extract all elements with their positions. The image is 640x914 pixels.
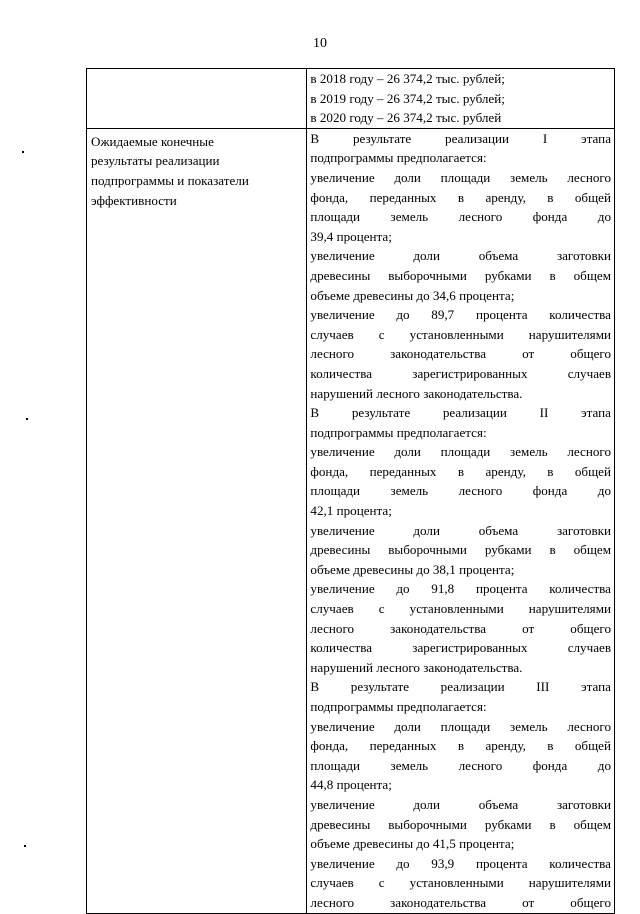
row1-right-text	[307, 69, 614, 128]
text-line: увеличение до 93,9 процента количества	[310, 855, 611, 871]
text-line: В результате реализации II этапа	[310, 405, 611, 421]
row2-right-cell	[307, 128, 615, 913]
scan-speck	[22, 151, 24, 153]
text-line: лесного законодательства от общего	[310, 346, 611, 362]
text-line: фонда, переданных в аренду, в общей	[310, 463, 611, 479]
text-line: объеме древесины до 34,6 процента;	[310, 287, 515, 303]
row2-left-cell	[87, 128, 307, 913]
text-line: подпрограммы предполагается:	[310, 150, 487, 166]
text-line: нарушений лесного законодательства.	[310, 385, 523, 401]
text-line: древесины выборочными рубками в общем	[310, 267, 611, 283]
text-line: подпрограммы предполагается:	[310, 424, 487, 440]
text-line: увеличение доли объема заготовки	[310, 248, 611, 264]
text-line: количества зарегистрированных случаев	[310, 365, 611, 381]
row1-left-text	[87, 69, 306, 72]
text-line: увеличение до 89,7 процента количества	[310, 307, 611, 323]
text-line: древесины выборочными рубками в общем	[310, 816, 611, 832]
scan-speck	[24, 845, 26, 847]
text-line: в 2020 году – 26 374,2 тыс. рублей	[310, 110, 502, 126]
text-line: площади земель лесного фонда до	[310, 483, 611, 499]
text-line: случаев с установленными нарушителями	[310, 875, 611, 891]
text-line: В результате реализации III этапа	[310, 679, 611, 695]
text-line: увеличение доли площади земель лесного	[310, 444, 611, 460]
row1-left-cell	[87, 69, 307, 129]
text-line: увеличение доли объема заготовки	[310, 522, 611, 538]
text-line: лесного законодательства от общего	[310, 894, 611, 910]
text-line: увеличение доли площади земель лесного	[310, 169, 611, 185]
text-line: В результате реализации I этапа	[310, 130, 611, 146]
row2-right-text	[307, 129, 614, 913]
text-line: подпрограммы предполагается:	[310, 699, 487, 714]
text-line: Ожидаемые конечные	[91, 133, 214, 149]
text-line: в 2019 году – 26 374,2 тыс. рублей;	[310, 90, 505, 106]
text-line: 39,4 процента;	[310, 228, 392, 244]
text-line: 44,8 процента;	[310, 777, 392, 793]
text-line: случаев с установленными нарушителями	[310, 326, 611, 342]
text-line: количества зарегистрированных случаев	[310, 640, 611, 656]
row2-left-text	[87, 129, 306, 210]
text-line: увеличение доли площади земель лесного	[310, 718, 611, 734]
text-line: результаты реализации	[91, 153, 220, 169]
text-line: нарушений лесного законодательства.	[310, 659, 523, 675]
table-row-expected-results	[87, 128, 615, 913]
text-line: фонда, переданных в аренду, в общей	[310, 189, 611, 205]
text-line: древесины выборочными рубками в общем	[310, 542, 611, 558]
text-line: случаев с установленными нарушителями	[310, 601, 611, 617]
text-line: 42,1 процента;	[310, 503, 392, 519]
text-line: объеме древесины до 38,1 процента;	[310, 561, 515, 577]
subprogram-table	[86, 68, 615, 914]
text-line: эффективности	[91, 192, 177, 208]
text-line: увеличение доли объема заготовки	[310, 796, 611, 812]
text-line: лесного законодательства от общего	[310, 620, 611, 636]
text-line: площади земель лесного фонда до	[310, 757, 611, 773]
text-line: увеличение до 91,8 процента количества	[310, 581, 611, 597]
row1-right-cell	[307, 69, 615, 129]
table-row-funding	[87, 69, 615, 129]
scan-speck	[26, 418, 28, 420]
text-line: в 2018 году – 26 374,2 тыс. рублей;	[310, 71, 505, 86]
text-line: площади земель лесного фонда до	[310, 209, 611, 225]
text-line: фонда, переданных в аренду, в общей	[310, 738, 611, 754]
page-number: 10	[313, 36, 327, 51]
text-line: подпрограммы и показатели	[91, 172, 249, 188]
text-line: объеме древесины до 41,5 процента;	[310, 836, 515, 852]
